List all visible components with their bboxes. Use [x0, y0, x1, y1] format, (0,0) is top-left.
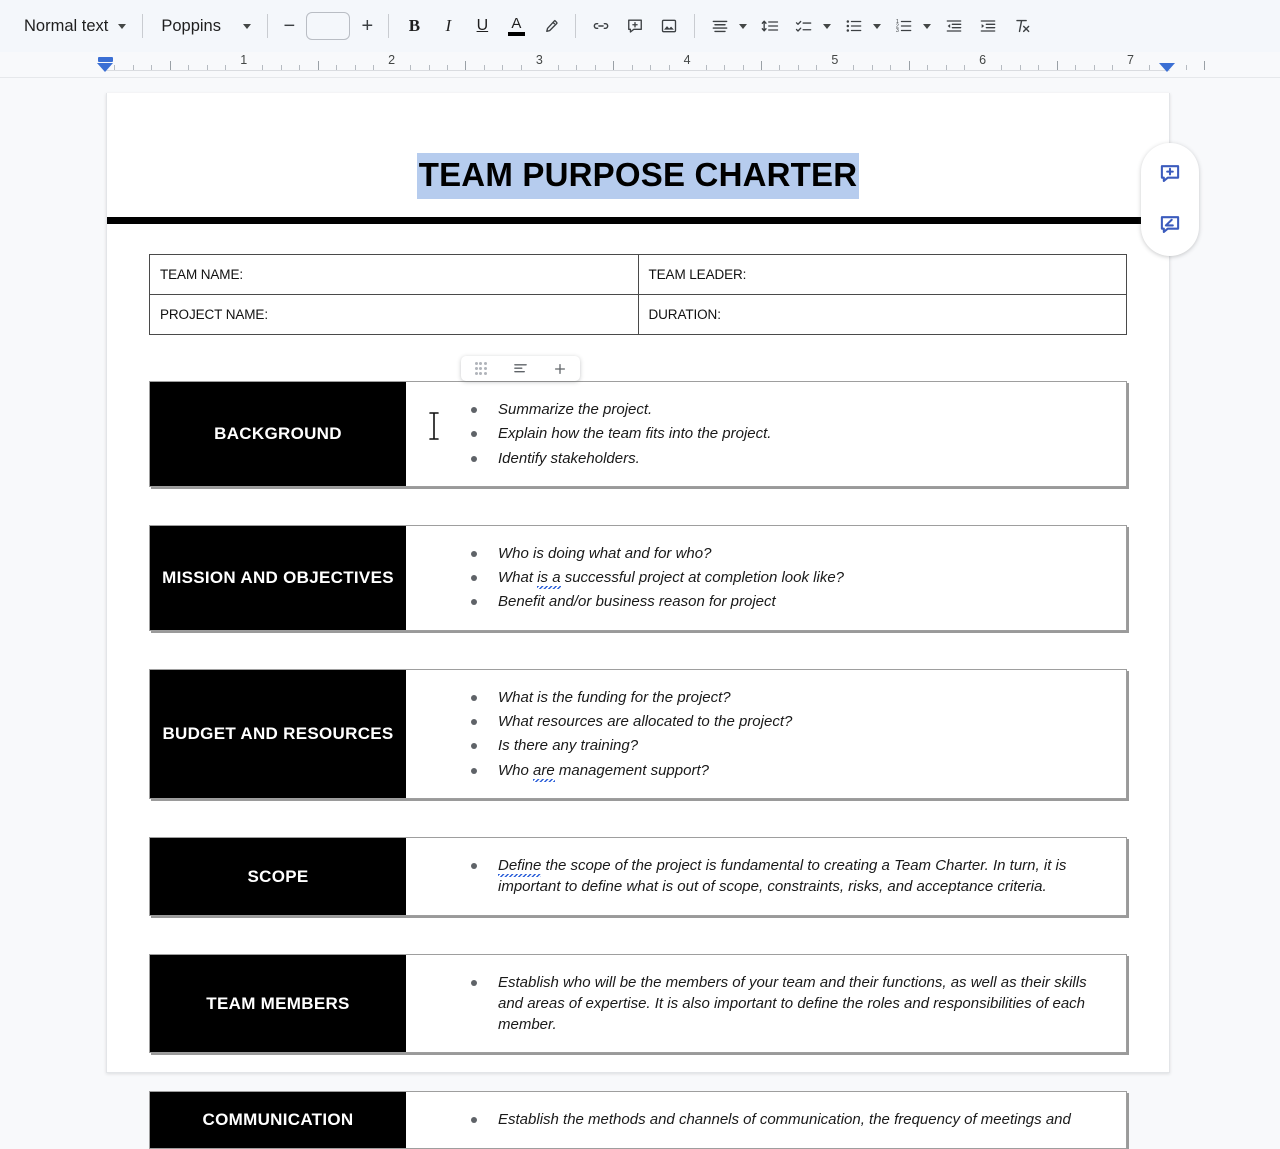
- toolbar-divider: [388, 14, 389, 38]
- highlight-color-button[interactable]: [533, 9, 567, 43]
- ruler-tick: [724, 65, 725, 70]
- table-drag-handle[interactable]: [466, 358, 496, 379]
- ruler-tick: [336, 65, 337, 70]
- section-body[interactable]: [406, 955, 1126, 1053]
- ruler-tick: [502, 65, 503, 70]
- ruler-tick: [1204, 61, 1205, 70]
- increase-indent-button[interactable]: [971, 9, 1005, 43]
- chevron-down-icon[interactable]: [923, 24, 931, 29]
- ruler-tick: [447, 65, 448, 70]
- ruler-tick: [355, 65, 356, 70]
- charter-section[interactable]: [149, 1091, 1127, 1148]
- table-add-button[interactable]: [545, 358, 575, 379]
- section-list: [406, 852, 1110, 901]
- section-list: [406, 396, 1110, 472]
- table-align-icon: [513, 361, 528, 376]
- section-body[interactable]: [406, 382, 1126, 486]
- insert-image-icon: [659, 16, 679, 36]
- ruler-tick: [576, 65, 577, 70]
- ruler-tick: [927, 65, 928, 70]
- ruler-tick: [1112, 65, 1113, 70]
- table-floating-toolbar[interactable]: [461, 356, 580, 381]
- list-item[interactable]: What resources are allocated to the project?: [468, 711, 1110, 732]
- toolbar-divider: [694, 14, 695, 38]
- chevron-down-icon: [243, 24, 251, 29]
- charter-sections: [107, 381, 1169, 1149]
- ruler-tick: [429, 65, 430, 70]
- bulleted-list-button[interactable]: [837, 9, 871, 43]
- table-row[interactable]: [150, 294, 1127, 334]
- ruler-tick: [281, 65, 282, 70]
- ruler-tick: [595, 65, 596, 70]
- section-label[interactable]: MISSION AND OBJECTIVES: [150, 526, 406, 630]
- ruler-tick: [318, 61, 319, 70]
- charter-section[interactable]: [149, 669, 1127, 799]
- section-label[interactable]: SCOPE: [150, 838, 406, 915]
- ruler-tick: [1094, 65, 1095, 70]
- add-comment-icon: [625, 16, 645, 36]
- document-toolbar: [0, 0, 1280, 52]
- ruler-tick: [706, 65, 707, 70]
- numbered-list-icon: [894, 16, 914, 36]
- charter-section[interactable]: [149, 837, 1127, 916]
- paragraph-style-dropdown[interactable]: [14, 9, 134, 43]
- ruler-tick: [188, 65, 189, 70]
- list-item[interactable]: Explain how the team fits into the project.: [468, 423, 1110, 444]
- section-label[interactable]: TEAM MEMBERS: [150, 955, 406, 1053]
- ruler-number: 6: [979, 53, 987, 67]
- add-comment-button[interactable]: [1150, 154, 1190, 194]
- text-color-swatch: [508, 32, 525, 36]
- link-icon: [591, 16, 611, 36]
- ruler-tick: [1001, 65, 1002, 70]
- section-list: [406, 684, 1110, 784]
- ruler-tick: [465, 61, 466, 70]
- table-row[interactable]: [150, 254, 1127, 294]
- ruler-tick: [909, 61, 910, 70]
- ruler-track: [106, 70, 1170, 71]
- section-list: [406, 969, 1110, 1039]
- left-indent-marker[interactable]: [97, 63, 113, 72]
- text-color-button[interactable]: [499, 9, 533, 43]
- list-item[interactable]: Is there any training?: [468, 735, 1110, 756]
- ruler-tick: [299, 65, 300, 70]
- table-cell[interactable]: PROJECT NAME:: [150, 294, 639, 334]
- table-align-button[interactable]: [505, 358, 535, 379]
- chevron-down-icon[interactable]: [823, 24, 831, 29]
- ruler-tick: [1075, 65, 1076, 70]
- add-comment-button[interactable]: [618, 9, 652, 43]
- insert-image-button[interactable]: [652, 9, 686, 43]
- ruler-tick: [151, 65, 152, 70]
- ruler-tick: [743, 65, 744, 70]
- decrease-indent-icon: [944, 16, 964, 36]
- comment-rail: [1141, 143, 1199, 256]
- ruler-tick: [779, 65, 780, 70]
- ruler-number: 5: [831, 53, 839, 67]
- document-page[interactable]: [106, 93, 1170, 1130]
- toolbar-divider: [267, 14, 268, 38]
- ruler-tick: [1057, 61, 1058, 70]
- ruler-tick: [650, 65, 651, 70]
- charter-section[interactable]: [149, 954, 1127, 1054]
- section-body[interactable]: [406, 1092, 1126, 1147]
- table-cell[interactable]: DURATION:: [638, 294, 1127, 334]
- left-indent-bar[interactable]: [98, 57, 113, 62]
- ruler-number: 1: [240, 53, 248, 67]
- table-cell[interactable]: TEAM NAME:: [150, 254, 639, 294]
- list-item[interactable]: What is the funding for the project?: [468, 687, 1110, 708]
- document-ruler[interactable]: [0, 52, 1280, 78]
- clear-formatting-button[interactable]: [1005, 9, 1039, 43]
- section-list: [406, 540, 1110, 616]
- misspelled-word[interactable]: are: [533, 761, 555, 779]
- font-size-input[interactable]: [306, 12, 350, 40]
- svg-text:3: 3: [896, 28, 900, 35]
- ruler-tick: [632, 65, 633, 70]
- ruler-tick: [521, 65, 522, 70]
- ruler-tick: [1020, 65, 1021, 70]
- svg-text:1: 1: [896, 19, 900, 26]
- ruler-tick: [484, 65, 485, 70]
- checklist-icon: [794, 16, 814, 36]
- chevron-down-icon: [118, 24, 126, 29]
- spacer: [107, 335, 1169, 381]
- ruler-tick: [558, 65, 559, 70]
- misspelled-word[interactable]: is a: [537, 569, 561, 587]
- page-title[interactable]: TEAM PURPOSE CHARTER: [417, 153, 860, 199]
- ruler-tick: [946, 65, 947, 70]
- highlight-pen-icon: [541, 17, 560, 36]
- ruler-tick: [410, 65, 411, 70]
- increase-font-size-button[interactable]: +: [361, 14, 374, 37]
- right-indent-marker[interactable]: [1159, 63, 1175, 72]
- list-item[interactable]: Summarize the project.: [468, 399, 1110, 420]
- ruler-tick: [816, 65, 817, 70]
- ruler-number: 4: [683, 53, 691, 67]
- bold-button[interactable]: B: [408, 16, 421, 35]
- ruler-number: 2: [388, 53, 396, 67]
- ruler-tick: [761, 61, 762, 70]
- section-label[interactable]: COMMUNICATION: [150, 1092, 406, 1147]
- spacer: [107, 487, 1169, 525]
- decrease-font-size-button[interactable]: −: [283, 14, 296, 37]
- charter-section[interactable]: [149, 525, 1127, 631]
- ruler-tick: [207, 65, 208, 70]
- misspelled-word[interactable]: Define: [498, 856, 542, 874]
- chevron-down-icon[interactable]: [739, 24, 747, 29]
- charter-section[interactable]: [149, 381, 1127, 487]
- ruler-tick: [1038, 65, 1039, 70]
- list-item[interactable]: Establish who will be the members of your team and their functions, as well as their skills and areas of expertise. It is also important to define the roles and responsibilities of each member.: [468, 972, 1110, 1036]
- text-color-icon: [508, 14, 525, 36]
- list-item[interactable]: Define the scope of the project is fundamental to creating a Team Charter. In turn, it is important to define what is out of scope, constraints, risks, and acceptance criteria.: [468, 855, 1110, 898]
- section-body[interactable]: [406, 838, 1126, 915]
- spacer: [107, 1053, 1169, 1091]
- document-title-block: [107, 153, 1169, 199]
- section-label[interactable]: BACKGROUND: [150, 382, 406, 486]
- toolbar-divider: [575, 14, 576, 38]
- font-family-dropdown[interactable]: [151, 9, 259, 43]
- checklist-button[interactable]: [787, 9, 821, 43]
- spacer: [107, 799, 1169, 837]
- align-icon: [710, 16, 730, 36]
- ruler-tick: [133, 65, 134, 70]
- line-spacing-button[interactable]: [753, 9, 787, 43]
- clear-formatting-icon: [1012, 16, 1032, 36]
- section-label[interactable]: BUDGET AND RESOURCES: [150, 670, 406, 798]
- list-item[interactable]: Benefit and/or business reason for project: [468, 591, 1110, 612]
- table-cell[interactable]: TEAM LEADER:: [638, 254, 1127, 294]
- ruler-tick: [373, 65, 374, 70]
- ruler-tick: [114, 65, 115, 70]
- list-item[interactable]: Who is doing what and for who?: [468, 543, 1110, 564]
- ruler-tick: [964, 65, 965, 70]
- ruler-tick: [613, 61, 614, 70]
- team-info-table[interactable]: [149, 254, 1127, 335]
- section-list: [406, 1106, 1110, 1133]
- suggest-edit-icon: [1157, 212, 1183, 238]
- chevron-down-icon[interactable]: [873, 24, 881, 29]
- svg-text:2: 2: [896, 23, 900, 30]
- ruler-tick: [669, 65, 670, 70]
- ruler-tick: [170, 61, 171, 70]
- table-add-icon: [553, 362, 567, 376]
- grid-dots-icon: [475, 362, 487, 374]
- align-button[interactable]: [703, 9, 737, 43]
- ruler-tick: [1149, 65, 1150, 70]
- text-color-letter: A: [511, 14, 522, 32]
- bulleted-list-icon: [844, 16, 864, 36]
- paragraph-style-label: Normal text: [24, 16, 109, 35]
- italic-button[interactable]: I: [445, 16, 452, 35]
- ruler-tick: [262, 65, 263, 70]
- font-family-label: Poppins: [161, 16, 221, 35]
- section-body[interactable]: [406, 526, 1126, 630]
- ruler-tick: [798, 65, 799, 70]
- title-divider-rule: [107, 217, 1169, 224]
- list-item[interactable]: Who are management support?: [468, 760, 1110, 781]
- ruler-number: 3: [535, 53, 543, 67]
- insert-link-button[interactable]: [584, 9, 618, 43]
- section-body[interactable]: [406, 670, 1126, 798]
- ruler-tick: [1186, 65, 1187, 70]
- list-item[interactable]: Establish the methods and channels of communication, the frequency of meetings and: [468, 1109, 1110, 1130]
- add-comment-icon: [1157, 161, 1183, 187]
- decrease-indent-button[interactable]: [937, 9, 971, 43]
- line-spacing-icon: [760, 16, 780, 36]
- list-item[interactable]: What is a successful project at completion look like?: [468, 567, 1110, 588]
- spacer: [107, 631, 1169, 669]
- suggest-edit-button[interactable]: [1150, 205, 1190, 245]
- numbered-list-button[interactable]: [887, 9, 921, 43]
- ruler-tick: [890, 65, 891, 70]
- increase-indent-icon: [978, 16, 998, 36]
- toolbar-divider: [142, 14, 143, 38]
- list-item[interactable]: Identify stakeholders.: [468, 448, 1110, 469]
- ruler-tick: [225, 65, 226, 70]
- ruler-number: 7: [1126, 53, 1134, 67]
- ruler-tick: [872, 65, 873, 70]
- ruler-tick: [853, 65, 854, 70]
- underline-button[interactable]: U: [476, 17, 489, 34]
- spacer: [107, 916, 1169, 954]
